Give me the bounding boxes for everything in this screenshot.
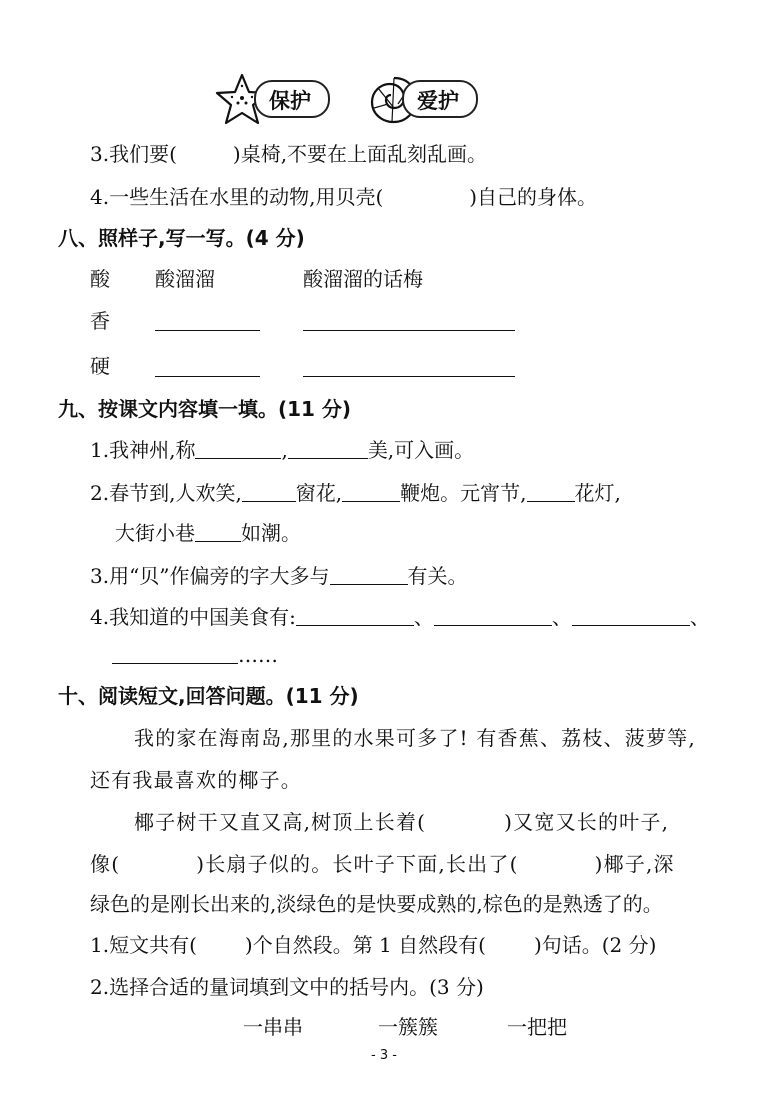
q9-item3-blank[interactable] bbox=[330, 562, 408, 585]
q10-sub2: 2.选择合适的量词填到文中的括号内。(3 分) bbox=[90, 975, 484, 999]
q9-item4-blank-2[interactable] bbox=[434, 603, 552, 626]
q10-option-3: 一把把 bbox=[507, 1015, 567, 1039]
q9-item2-blank-2[interactable] bbox=[342, 479, 400, 502]
word-1: 保护 bbox=[269, 89, 311, 113]
q10-para2-line1: 椰子树干又直又高,树顶上长着( )又宽又长的叶子, bbox=[134, 810, 670, 834]
word-box-1 bbox=[254, 80, 330, 118]
page-number: - 3 - bbox=[371, 1048, 397, 1063]
q9-item3: 3.用“贝”作偏旁的字大多与 有关。 bbox=[90, 564, 468, 588]
q8-title: 八、照样子,写一写。(4 分) bbox=[58, 226, 305, 250]
q10-sub1: 1.短文共有( )个自然段。第 1 自然段有( )句话。(2 分) bbox=[90, 933, 657, 957]
q9-item4-blank-4[interactable] bbox=[112, 641, 238, 664]
q8-example-char: 酸 bbox=[90, 267, 110, 291]
q10-para1-line1: 我的家在海南岛,那里的水果可多了! 有香蕉、荔枝、菠萝等, bbox=[134, 726, 696, 750]
q9-item2-blank-1[interactable] bbox=[242, 479, 296, 502]
q9-item2-line1: 2.春节到,人欢笑, 窗花, 鞭炮。元宵节, 花灯, bbox=[90, 481, 621, 505]
q8-blank-word-1[interactable] bbox=[155, 330, 260, 331]
word-2: 爱护 bbox=[417, 89, 459, 113]
q9-title: 九、按课文内容填一填。(11 分) bbox=[58, 397, 352, 421]
q9-item4-blank-3[interactable] bbox=[572, 603, 690, 626]
q9-item4: 4.我知道的中国美食有: 、 、 、 bbox=[90, 605, 710, 629]
q8-example-phrase: 酸溜溜的话梅 bbox=[303, 267, 423, 291]
q8-blank-phrase-1[interactable] bbox=[303, 330, 515, 331]
q7-item4: 4.一些生活在水里的动物,用贝壳( )自己的身体。 bbox=[90, 185, 598, 209]
q7-item3: 3.我们要( )桌椅,不要在上面乱刻乱画。 bbox=[90, 142, 488, 166]
header-words bbox=[0, 0, 780, 130]
q10-para2-line2: 像( )长扇子似的。长叶子下面,长出了( )椰子,深 bbox=[90, 852, 675, 876]
q10-title: 十、阅读短文,回答问题。(11 分) bbox=[58, 684, 359, 708]
q8-example-word: 酸溜溜 bbox=[155, 267, 215, 291]
q10-option-2: 一簇簇 bbox=[378, 1015, 438, 1039]
q9-item4-line2: …… bbox=[112, 641, 278, 669]
q9-item4-blank-1[interactable] bbox=[296, 603, 414, 626]
q9-item1-blank-2[interactable] bbox=[288, 436, 368, 459]
q8-blank-phrase-2[interactable] bbox=[303, 376, 515, 377]
q8-row-char-1: 香 bbox=[90, 309, 110, 333]
q9-item2-blank-4[interactable] bbox=[195, 519, 241, 542]
q10-para1-line2: 还有我最喜欢的椰子。 bbox=[90, 768, 302, 792]
q9-item1: 1.我神州,称 , 美,可入画。 bbox=[90, 438, 475, 462]
q10-para2-line3: 绿色的是刚长出来的,淡绿色的是快要成熟的,棕色的是熟透了的。 bbox=[90, 892, 663, 916]
q8-blank-word-2[interactable] bbox=[155, 376, 260, 377]
q8-row-char-2: 硬 bbox=[90, 354, 110, 378]
q10-option-1: 一串串 bbox=[243, 1015, 303, 1039]
q9-item2-blank-3[interactable] bbox=[527, 479, 575, 502]
q9-item2-line2: 大街小巷 如潮。 bbox=[115, 521, 301, 545]
q9-item1-blank-1[interactable] bbox=[195, 436, 281, 459]
word-box-2 bbox=[402, 80, 478, 118]
